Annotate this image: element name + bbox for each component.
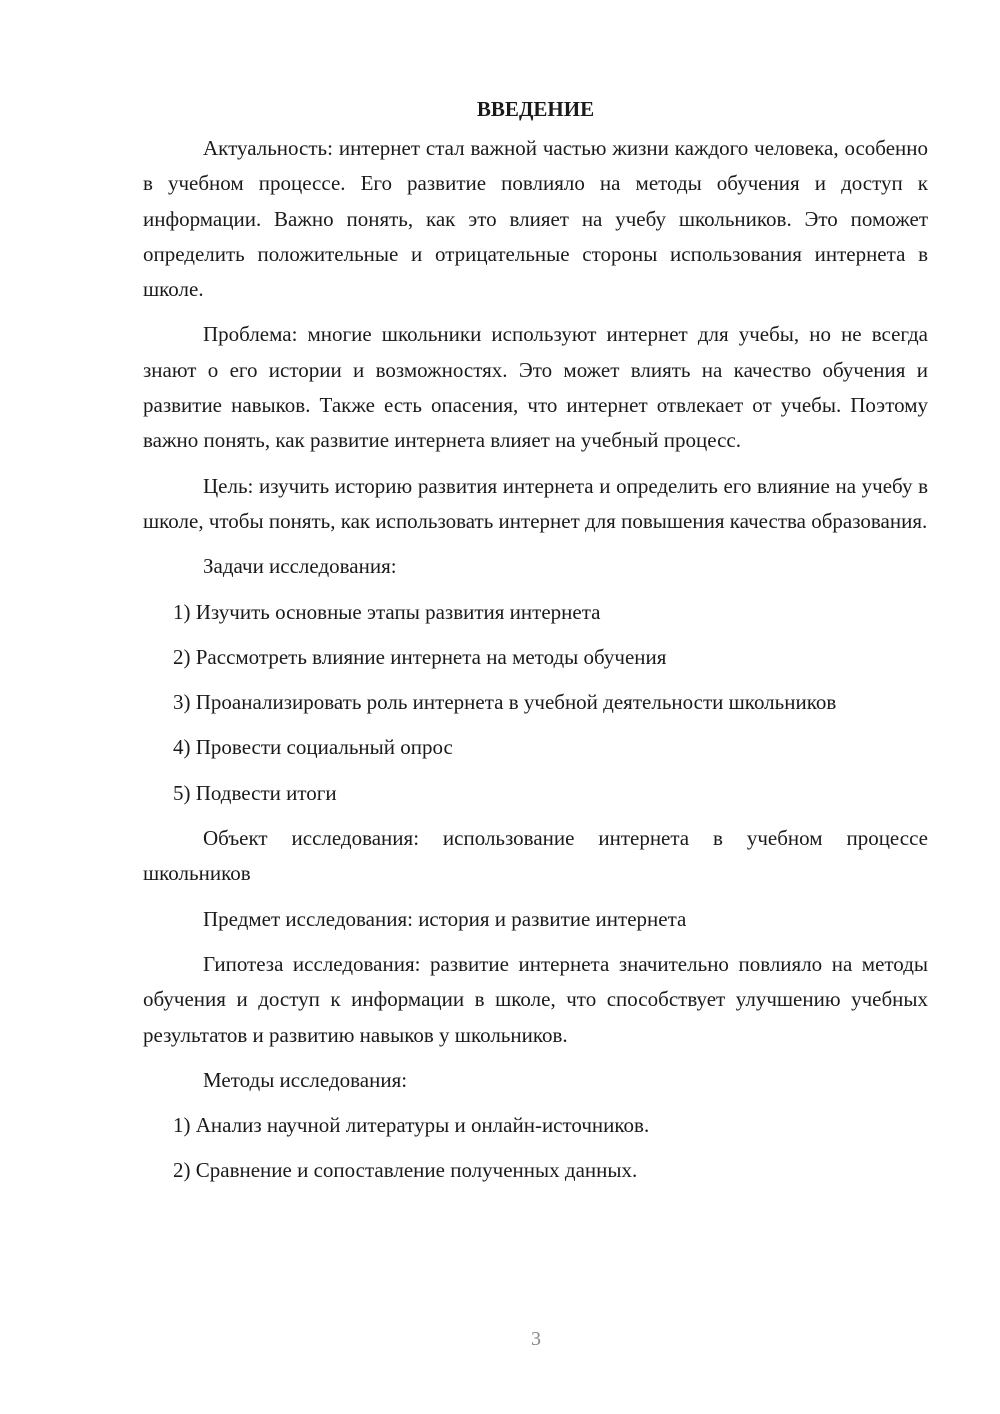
method-item-1: 1) Анализ научной литературы и онлайн-источников. xyxy=(173,1113,650,1138)
method-item-2: 2) Сравнение и сопоставление полученных данных. xyxy=(173,1158,638,1183)
goal-paragraph: Цель: изучить историю развития интернета и определить его влияние на учебу в школе, чтобы понять, как использовать интернет для повышения качества образования. xyxy=(143,473,928,533)
task-item-4: 4) Провести социальный опрос xyxy=(173,735,453,760)
tasks-heading: Задачи исследования: xyxy=(203,554,397,579)
task-item-3: 3) Проанализировать роль интернета в учебной деятельности школьников xyxy=(173,690,837,715)
task-item-2: 2) Рассмотреть влияние интернета на методы обучения xyxy=(173,644,667,669)
relevance-paragraph: Актуальность: интернет стал важной частью жизни каждого человека, особенно в учебном процессе. Его развитие повлияло на методы обучения и доступ к информации. Важно понять, как это влияет на учебу школьников. Это поможет определить положительные и отрицательные стороны использования интернета в школе. xyxy=(143,136,928,302)
section-title: ВВЕДЕНИЕ xyxy=(476,97,595,121)
task-item-5: 5) Подвести итоги xyxy=(173,780,337,805)
task-item-1: 1) Изучить основные этапы развития интернета xyxy=(173,599,601,624)
methods-heading: Методы исследования: xyxy=(203,1067,408,1092)
problem-paragraph: Проблема: многие школьники используют интернет для учебы, но не всегда знают о его истории и возможностях. Это может влиять на качество обучения и развитие навыков. Также есть опасения, что интернет отвлекает от учебы. Поэтому важно понять, как развитие интернета влияет на учебный процесс. xyxy=(143,322,928,453)
page-content xyxy=(143,92,928,1199)
object-paragraph: Объект исследования: использование интернета в учебном процессе школьников xyxy=(143,826,928,886)
subject-paragraph: Предмет исследования: история и развитие интернета xyxy=(203,906,687,931)
hypothesis-paragraph: Гипотеза исследования: развитие интернета значительно повлияло на методы обучения и доступ к информации в школе, что способствует улучшению учебных результатов и развитию навыков у школьников. xyxy=(143,951,928,1047)
page-number: 3 xyxy=(531,1328,541,1350)
